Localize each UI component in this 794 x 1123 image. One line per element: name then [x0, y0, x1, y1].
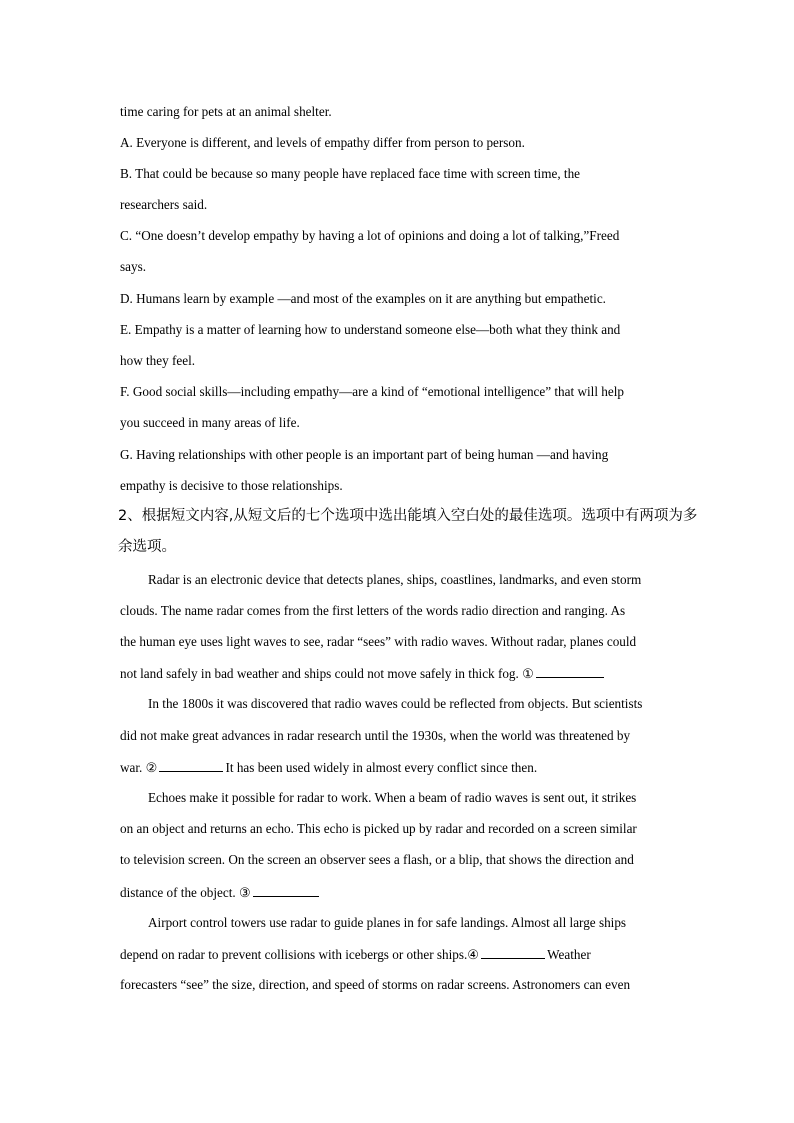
radar-p1-line-4 [120, 665, 606, 682]
question-2-instruction-line-2: 余选项。 [118, 539, 176, 555]
radar-p2-line-2: did not make great advances in radar research until the 1930s, when the world was threatened by [120, 728, 631, 743]
radar-p4-line-2-after: Weather [547, 947, 591, 962]
radar-p1-line-4-text: not land safely in bad weather and ships could not move safely in thick fog. ① [120, 666, 534, 681]
option-g-line-1: G. Having relationships with other people is an important part of being human —and having [120, 447, 609, 462]
answer-blank-3 [253, 884, 319, 897]
answer-blank-1 [536, 665, 604, 678]
passage-tail-line: time caring for pets at an animal shelter. [120, 104, 332, 119]
radar-p3-line-3: to television screen. On the screen an observer sees a flash, or a blip, that shows the direction and [120, 852, 634, 867]
radar-p1-line-3: the human eye uses light waves to see, radar “sees” with radio waves. Without radar, planes could [120, 634, 637, 649]
radar-p3-line-2: on an object and returns an echo. This echo is picked up by radar and recorded on a screen similar [120, 821, 637, 836]
radar-p1-line-2: clouds. The name radar comes from the first letters of the words radio direction and ranging. As [120, 603, 626, 618]
answer-blank-4 [481, 946, 545, 959]
option-b-line-2: researchers said. [120, 197, 208, 212]
option-f-line-1: F. Good social skills—including empathy—are a kind of “emotional intelligence” that will help [120, 384, 624, 399]
option-e-line-2: how they feel. [120, 353, 196, 368]
option-c-line-1: C. “One doesn’t develop empathy by having a lot of opinions and doing a lot of talking,”Freed [120, 228, 620, 243]
option-c-line-2: says. [120, 259, 147, 274]
option-g-line-2: empathy is decisive to those relationships. [120, 478, 343, 493]
option-b-line-1: B. That could be because so many people have replaced face time with screen time, the [120, 166, 581, 181]
option-e-line-1: E. Empathy is a matter of learning how to understand someone else—both what they think and [120, 322, 621, 337]
radar-p3-line-1: Echoes make it possible for radar to work. When a beam of radio waves is sent out, it strikes [148, 790, 637, 805]
radar-p1-line-1: Radar is an electronic device that detects planes, ships, coastlines, landmarks, and even storm [148, 572, 642, 587]
option-d-line-1: D. Humans learn by example —and most of the examples on it are anything but empathetic. [120, 291, 606, 306]
option-a-line-1: A. Everyone is different, and levels of empathy differ from person to person. [120, 135, 525, 150]
radar-p2-line-1: In the 1800s it was discovered that radio waves could be reflected from objects. But scientists [148, 696, 643, 711]
question-2-instruction-line-1: 2、根据短文内容,从短文后的七个选项中选出能填入空白处的最佳选项。选项中有两项为多 [118, 508, 698, 524]
radar-p4-line-3: forecasters “see” the size, direction, and speed of storms on radar screens. Astronomers can even [120, 977, 631, 992]
radar-p2-line-3-before: war. ② [120, 760, 158, 775]
radar-p3-line-4 [120, 884, 321, 901]
radar-p4-line-1: Airport control towers use radar to guide planes in for safe landings. Almost all large ships [148, 915, 627, 930]
radar-p4-line-2-before: depend on radar to prevent collisions with icebergs or other ships.④ [120, 947, 480, 962]
answer-blank-2 [159, 759, 223, 772]
option-f-line-2: you succeed in many areas of life. [120, 415, 300, 430]
radar-p3-line-4-text: distance of the object. ③ [120, 885, 251, 900]
radar-p2-line-3 [120, 759, 537, 776]
radar-p2-line-3-after: It has been used widely in almost every conflict since then. [225, 760, 538, 775]
radar-p4-line-2 [120, 946, 591, 963]
